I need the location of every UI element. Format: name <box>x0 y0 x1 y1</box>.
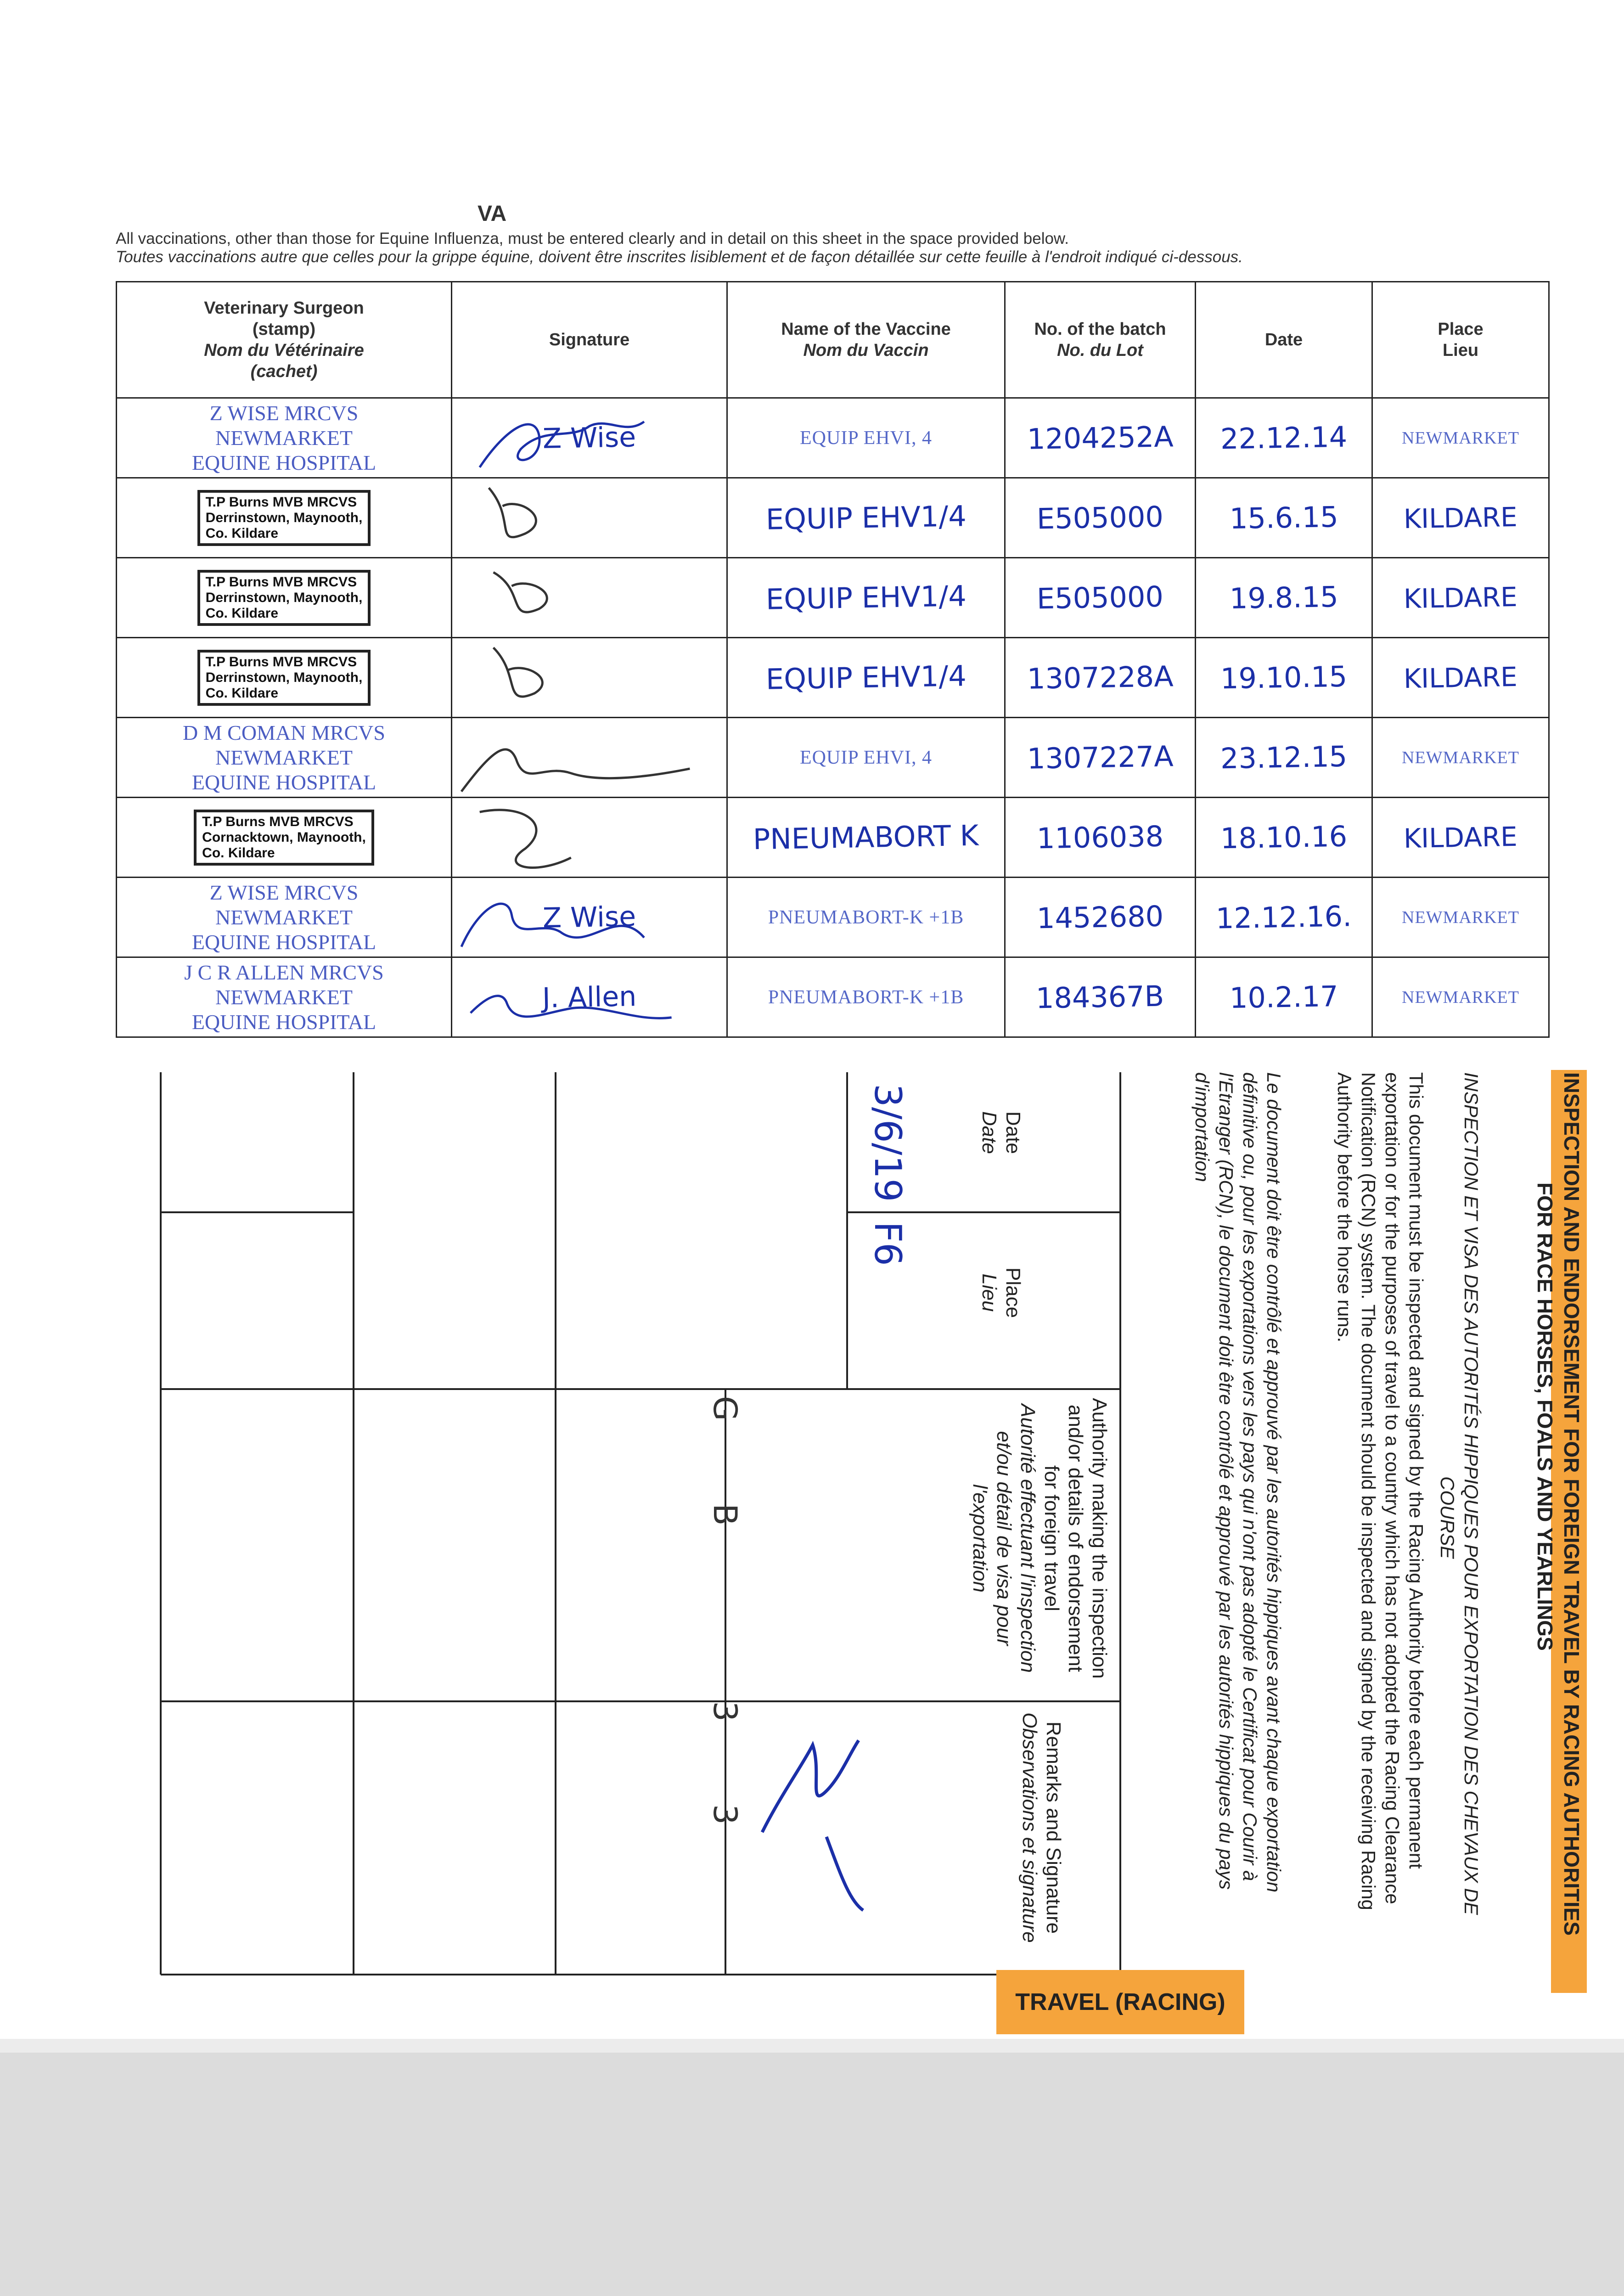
header-vet-stamp: (stamp) <box>252 320 316 339</box>
vaccination-place: NEWMARKET <box>1402 907 1519 927</box>
entry-place: F6 <box>866 1221 909 1266</box>
travel-instructions-french: Le document doit être contrôlé et approuvé par les autorités hippiques avant chaque exportation définitive ou, pour les exportations vers les pays qui n'ont pas adopté le Certificat pour Courir à l'Etranger (RCN), le document doit être contrôlé et approuvé par les autorités hippiques du pays d'importation <box>1191 1072 1285 1893</box>
entry-date: 3/6/19 <box>866 1084 909 1202</box>
vaccination-date: 18.10.16 <box>1220 819 1348 855</box>
vet-line: NEWMARKET <box>215 426 353 450</box>
vet-line: Co. Kildare <box>205 685 279 701</box>
batch-number: 184367B <box>1035 979 1165 1015</box>
col-remarks-en: Remarks and Signature <box>1042 1721 1065 1934</box>
travel-title-line1: INSPECTION AND ENDORSEMENT FOR FOREIGN TRAVEL BY RACING AUTHORITIES <box>1560 1072 1584 1936</box>
header-vet-fr: Nom du Vétérinaire <box>204 341 364 360</box>
header-vet-en: Veterinary Surgeon <box>204 298 364 318</box>
vaccine-name: EQUIP EHVI, 4 <box>800 427 932 449</box>
vet-line: Z WISE MRCVS <box>209 401 359 425</box>
vaccination-place: NEWMARKET <box>1402 428 1519 448</box>
batch-number: 1452680 <box>1036 899 1164 935</box>
batch-number: 1307228A <box>1027 659 1174 696</box>
travel-title-fr-line1: INSPECTION ET VISA DES AUTORITÉS HIPPIQUES POUR EXPORTATION DES CHEVAUX DE <box>1461 1072 1482 1915</box>
vaccine-name: PNEUMABORT-K +1B <box>768 906 964 928</box>
vaccination-place: KILDARE <box>1403 501 1518 535</box>
vet-line: EQUINE HOSPITAL <box>191 930 376 954</box>
vet-line: Co. Kildare <box>205 525 279 541</box>
vet-line: NEWMARKET <box>215 985 353 1009</box>
vet-line: J C R ALLEN MRCVS <box>184 960 384 984</box>
vaccination-date: 10.2.17 <box>1229 979 1338 1015</box>
vet-line: Derrinstown, Maynooth, <box>205 670 363 685</box>
vaccine-name: EQUIP EHV1/4 <box>765 659 967 696</box>
col-authority-en: Authority making the inspection and/or details of endorsement for foreign travel <box>1040 1398 1111 1679</box>
col-place-en: Place <box>1002 1267 1024 1318</box>
col-date-fr: Date <box>978 1111 1000 1154</box>
batch-number: 1204252A <box>1027 420 1174 456</box>
signature-text: J. Allen <box>542 980 637 1014</box>
vet-line: Derrinstown, Maynooth, <box>205 510 363 525</box>
vaccination-date: 22.12.14 <box>1220 420 1348 456</box>
vet-line: NEWMARKET <box>215 905 353 929</box>
vaccination-date: 19.8.15 <box>1229 580 1338 616</box>
vaccination-date: 15.6.15 <box>1229 500 1338 536</box>
vaccine-name: PNEUMABORT-K +1B <box>768 986 964 1008</box>
header-signature: Signature <box>452 282 727 398</box>
vet-line: EQUINE HOSPITAL <box>191 770 376 794</box>
vet-line: EQUINE HOSPITAL <box>191 450 376 474</box>
vet-line: NEWMARKET <box>215 745 353 769</box>
vaccination-place: KILDARE <box>1403 581 1518 614</box>
signature-text: Z Wise <box>542 421 636 455</box>
vaccination-date: 23.12.15 <box>1220 739 1348 776</box>
col-remarks-fr: Observations et signature <box>1018 1712 1041 1943</box>
header-vet-cachet: (cachet) <box>250 362 318 381</box>
col-date <box>977 1111 1025 1154</box>
batch-number: 1307227A <box>1027 739 1174 776</box>
vet-line: Z WISE MRCVS <box>209 880 359 904</box>
travel-racing-badge: TRAVEL (RACING) <box>996 1970 1244 2034</box>
vet-line: Co. Kildare <box>202 845 275 861</box>
entry-authority: GB 33 <box>706 1396 744 1908</box>
header-place-fr: Lieu <box>1442 341 1479 360</box>
vet-line: T.P Burns MVB MRCVS <box>202 814 354 829</box>
remarks-signature <box>753 1736 872 1919</box>
vaccination-place: KILDARE <box>1403 661 1518 694</box>
vet-line: T.P Burns MVB MRCVS <box>205 574 357 590</box>
vet-line: Co. Kildare <box>205 605 279 621</box>
col-authority <box>968 1396 1111 1681</box>
header-date: Date <box>1196 282 1372 398</box>
vet-line: T.P Burns MVB MRCVS <box>205 494 357 510</box>
banner-fragment: VA <box>478 202 507 226</box>
col-place-fr: Lieu <box>978 1273 1000 1312</box>
vaccination-date: 19.10.15 <box>1220 659 1348 696</box>
col-remarks <box>1017 1708 1065 1947</box>
travel-title-fr-line2: COURSE <box>1437 1476 1458 1559</box>
vaccine-name: EQUIP EHV1/4 <box>765 499 967 536</box>
vet-line: EQUINE HOSPITAL <box>191 1010 376 1034</box>
header-place-en: Place <box>1438 320 1484 339</box>
vaccine-name: EQUIP EHV1/4 <box>765 579 967 616</box>
col-date-en: Date <box>1002 1111 1024 1154</box>
vet-line: Cornacktown, Maynooth, <box>202 829 366 845</box>
batch-number: E505000 <box>1036 500 1164 536</box>
vet-line: Derrinstown, Maynooth, <box>205 590 363 605</box>
col-authority-fr: Autorité effectuant l'inspection et/ou détail de visa pour l'exportation <box>969 1404 1039 1673</box>
batch-number: E505000 <box>1036 580 1164 616</box>
header-batch-fr: No. du Lot <box>1057 341 1143 360</box>
batch-number: 1106038 <box>1036 819 1164 855</box>
header-vaccine-en: Name of the Vaccine <box>781 320 951 339</box>
vet-line: D M COMAN MRCVS <box>183 720 385 744</box>
vet-line: T.P Burns MVB MRCVS <box>205 654 357 670</box>
intro-english: All vaccinations, other than those for Equine Influenza, must be entered clearly and in detail on this sheet in the space provided below. <box>116 230 1069 248</box>
vaccine-name: PNEUMABORT K <box>753 818 979 856</box>
header-batch-en: No. of the batch <box>1034 320 1166 339</box>
vaccination-place: NEWMARKET <box>1402 987 1519 1007</box>
intro-french: Toutes vaccinations autre que celles pour la grippe équine, doivent être inscrites lisiblement et de façon détaillée sur cette feuille à l'endroit indiqué ci-dessous. <box>116 248 1243 266</box>
vaccine-name: EQUIP EHVI, 4 <box>800 747 932 768</box>
col-place <box>977 1267 1025 1318</box>
travel-instructions-english: This document must be inspected and signed by the Racing Authority before each permanent exportation or for the purposes of travel to a country which has not adopted the Racing Clearance Notification (RCN) system. The document should be inspected and signed by the receiving Racing Authority before the horse runs. <box>1334 1072 1427 1910</box>
signature-text: Z Wise <box>542 900 636 934</box>
header-vaccine-fr: Nom du Vaccin <box>803 341 929 360</box>
vaccination-place: KILDARE <box>1403 821 1518 854</box>
travel-title-line2: FOR RACE HORSES, FOALS AND YEARLINGS <box>1533 1182 1557 1651</box>
vaccination-place: NEWMARKET <box>1402 748 1519 767</box>
vaccination-date: 12.12.16. <box>1215 899 1352 935</box>
